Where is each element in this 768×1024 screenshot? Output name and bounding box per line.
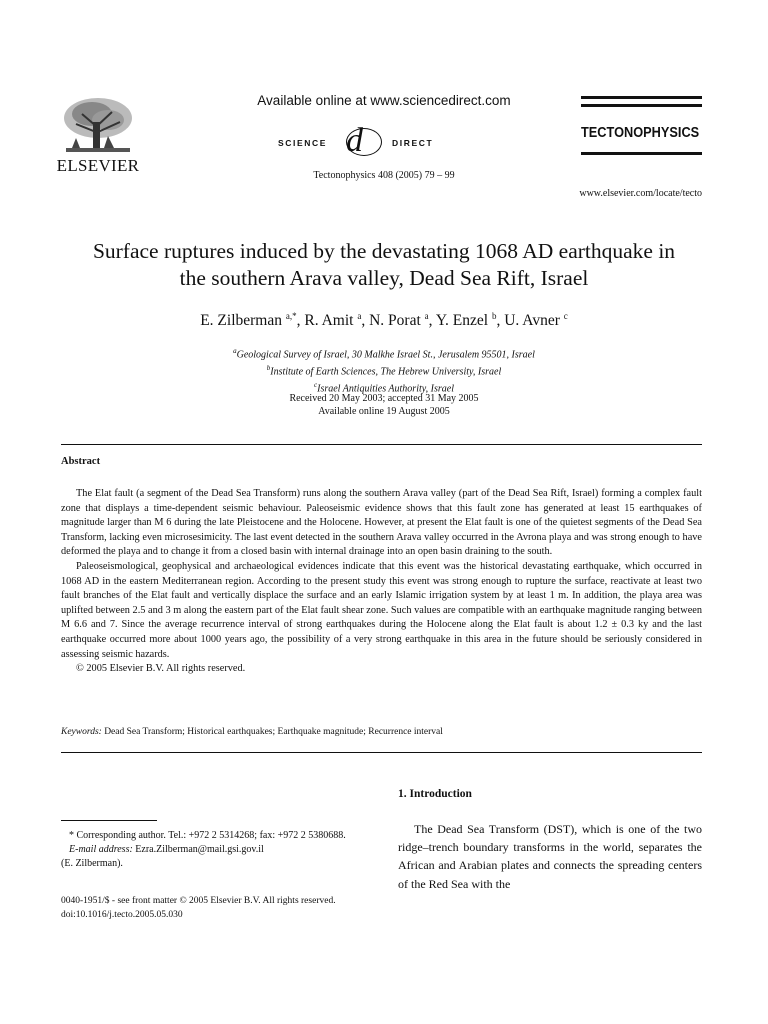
author-name: Y. Enzel bbox=[435, 312, 489, 330]
author-name: E. Zilberman bbox=[200, 312, 282, 330]
email-address[interactable]: Ezra.Zilberman@mail.gsi.gov.il bbox=[135, 844, 264, 855]
publisher-name: ELSEVIER bbox=[56, 156, 140, 175]
journal-bars bbox=[581, 96, 702, 112]
affiliation bbox=[0, 345, 768, 362]
available-date: Available online 19 August 2005 bbox=[318, 405, 450, 417]
available-online-text: Available online at www.sciencedirect.com bbox=[257, 93, 511, 108]
received-date: Received 20 May 2003; accepted 31 May 2005 bbox=[289, 393, 479, 404]
journal-url[interactable]: www.elsevier.com/locate/tecto bbox=[579, 188, 702, 199]
footnote-rule bbox=[61, 820, 157, 821]
author-affiliation-mark: c bbox=[563, 311, 568, 321]
section-text: The Dead Sea Transform (DST), which is one of the two ridge–trench boundary transforms in the world, separates the African and Arabian plates and connects the spreading centers of the Red Sea with the bbox=[398, 822, 702, 891]
abstract-body bbox=[61, 487, 702, 677]
author-list: E. Zilberman $^{a,*}$, R. Amit $^a$, N. Porat $^a$, Y. Enzel $^b$, U. Avner $^c$ bbox=[200, 311, 568, 330]
author-affiliation-mark: b bbox=[491, 311, 497, 321]
publisher-logo bbox=[56, 96, 140, 176]
keywords-text: Dead Sea Transform; Historical earthquakes; Earthquake magnitude; Recurrence interval bbox=[104, 727, 443, 737]
author-affiliation-mark: a bbox=[424, 311, 429, 321]
doi-line[interactable]: doi:10.1016/j.tecto.2005.05.030 bbox=[61, 910, 183, 920]
abstract-paragraph: Paleoseismological, geophysical and archaeological evidences indicate that this event was the historical devastating earthquake, which occurred in 1068 AD in the eastern Mediterranean region. According to the present study this event was strong enough to rupture the surface, reactivate at least two fault branches of the Elat fault and vertically displace the surface and an early Islamic irrigation system by at least 1 m. In addition, the playa area was uplifted between 2.5 and 3 m along the eastern part of the Elat fault shear zone. Such values are compatible with an earthquake magnitude ranging between M 6.6 and 7. Since the average recurrence interval of strong earthquakes during the Holocene along the Elat fault is about 1.2 ± 0.3 ky and the last earthquake occurred more about 1000 years ago, the possibility of a very strong earthquake in this area in the future should be seriously considered in assessing seismic hazards. bbox=[61, 560, 702, 660]
email-owner: (E. Zilberman). bbox=[61, 858, 123, 869]
affiliation-text: Institute of Earth Sciences, The Hebrew University, Israel bbox=[270, 366, 502, 378]
author-name: R. Amit bbox=[304, 312, 354, 330]
affiliation-mark: b bbox=[266, 363, 271, 372]
author-affiliation-mark: a,* bbox=[285, 311, 297, 321]
author-affiliation-mark: a bbox=[357, 311, 362, 321]
copyright: © 2005 Elsevier B.V. All rights reserved. bbox=[76, 663, 246, 675]
journal-bar bbox=[581, 152, 702, 155]
issn-line: 0040-1951/$ - see front matter © 2005 Elsevier B.V. All rights reserved. bbox=[61, 896, 336, 906]
author-name: U. Avner bbox=[504, 312, 560, 330]
author-name: N. Porat bbox=[369, 312, 421, 330]
abstract-heading: Abstract bbox=[61, 456, 101, 467]
sciencedirect-logo bbox=[278, 124, 478, 158]
journal-bar bbox=[581, 104, 702, 107]
affiliation-mark: a bbox=[233, 347, 237, 355]
affiliation-text: Israel Antiquities Authority, Israel bbox=[317, 383, 454, 395]
email-label: E-mail address: bbox=[69, 844, 133, 855]
sd-logo-right: DIRECT bbox=[392, 138, 434, 148]
title-line: the southern Arava valley, Dead Sea Rift, Israel bbox=[179, 266, 589, 290]
journal-name: TECTONOPHYSICS bbox=[581, 125, 700, 141]
divider bbox=[61, 444, 702, 445]
article-title bbox=[40, 238, 728, 292]
journal-bar bbox=[581, 96, 702, 99]
article-dates bbox=[0, 393, 768, 418]
affiliation-mark: c bbox=[314, 380, 318, 389]
abstract-paragraph: The Elat fault (a segment of the Dead Sea Transform) runs along the southern Arava valley (part of the Dead Sea Rift, Israel) forming a complex fault zone that displays a time-dependent seismic behaviour. Paleoseismic evidence shows that this fault zone has generated at least 15 earthquakes of magnitude larger than M 6 during the late Pleistocene and the Holocene. However, at present the Elat fault is one of the quietest segments of the Dead Sea Transform, lacking even microsesimicity. The last event detected in the southern Arava valley occurred in the Avrona playa and was strong enough to have deformed the playa and to change it from a closed basin with internal drainage into an open basin draining to the south. bbox=[61, 488, 702, 558]
sd-logo-mark: d bbox=[346, 122, 363, 159]
keywords-label: Keywords: bbox=[61, 727, 102, 737]
corresponding-author-note: * Corresponding author. Tel.: +972 2 5314268; fax: +972 2 5380688. bbox=[69, 830, 346, 841]
journal-citation: Tectonophysics 408 (2005) 79 – 99 bbox=[313, 170, 455, 181]
affiliation-text: Geological Survey of Israel, 30 Malkhe Israel St., Jerusalem 95501, Israel bbox=[236, 349, 535, 361]
email-line bbox=[61, 843, 363, 857]
affiliation bbox=[0, 362, 768, 379]
issn-block bbox=[61, 894, 401, 922]
footnote bbox=[61, 829, 363, 871]
keywords bbox=[61, 727, 702, 737]
affiliation-list bbox=[0, 345, 768, 396]
sd-logo-left: SCIENCE bbox=[278, 138, 327, 148]
divider bbox=[61, 752, 702, 753]
section-heading: 1. Introduction bbox=[398, 788, 472, 800]
title-line: Surface ruptures induced by the devastating 1068 AD earthquake in bbox=[92, 239, 676, 263]
